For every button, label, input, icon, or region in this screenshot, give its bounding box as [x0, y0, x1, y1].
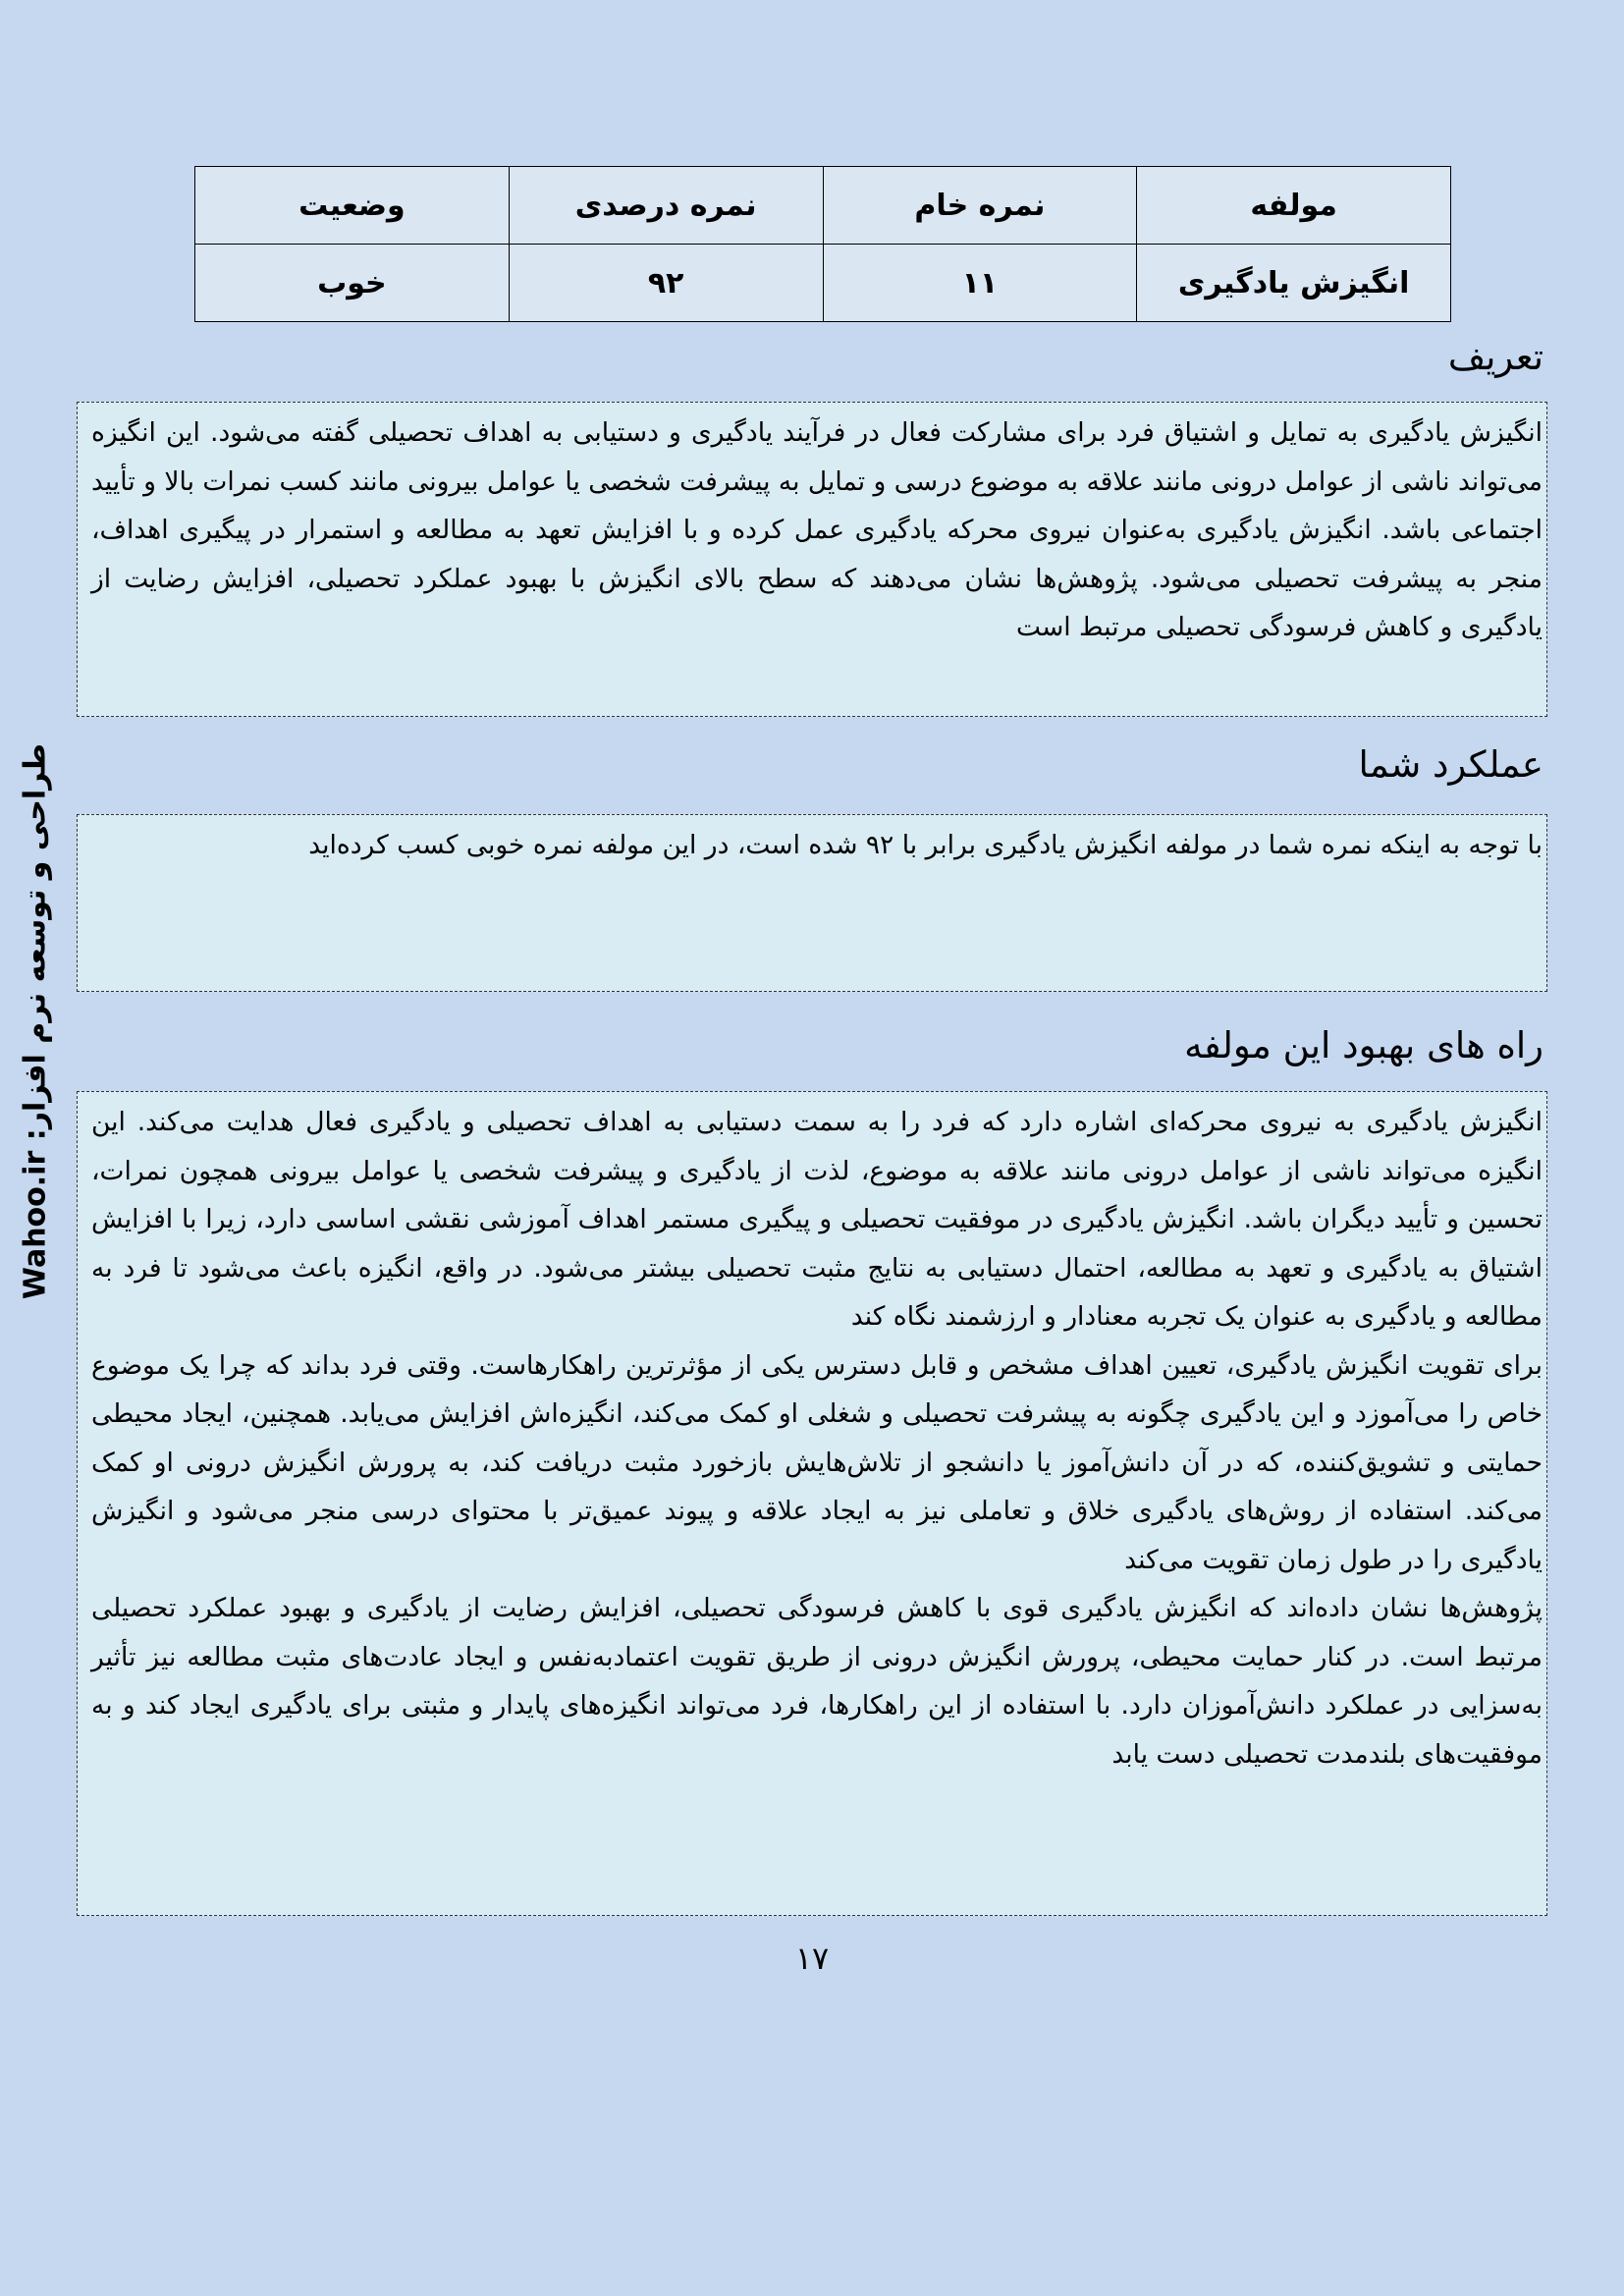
cell-raw-score: ۱۱	[823, 245, 1137, 322]
improvement-paragraph-3: پژوهش‌ها نشان داده‌اند که انگیزش یادگیری قوی با کاهش فرسودگی تحصیلی، افزایش رضایت از یادگیری و بهبود عملکرد تحصیلی مرتبط است. در کنار حمایت محیطی، پرورش انگیزش درونی از طریق تقویت اعتمادبه‌نفس و ایجاد عادت‌های مثبت مطالعه نیز تأثیر به‌سزایی در عملکرد دانش‌آموزان دارد. با استفاده از این راهکارها، فرد می‌تواند انگیزه‌های پایدار و مثبتی برای یادگیری ایجاد کند و به موفقیت‌های بلندمدت تحصیلی دست یابد	[91, 1593, 1543, 1770]
cell-status: خوب	[195, 245, 510, 322]
performance-text: با توجه به اینکه نمره شما در مولفه انگیزش یادگیری برابر با ۹۲ شده است، در این مولفه نمره خوبی کسب کرده‌اید	[308, 830, 1543, 860]
table-row	[195, 245, 1451, 322]
page-number: ۱۷	[794, 1940, 830, 1977]
cell-percent-score: ۹۲	[509, 245, 823, 322]
definition-text: انگیزش یادگیری به تمایل و اشتیاق فرد برای مشارکت فعال در فرآیند یادگیری و دستیابی به اهداف تحصیلی گفته می‌شود. این انگیزه می‌تواند ناشی از عوامل درونی مانند علاقه به موضوع درسی و تمایل به پیشرفت شخصی یا عوامل بیرونی مانند کسب نمرات بالا و تأیید اجتماعی باشد. انگیزش یادگیری به‌عنوان نیروی محرکه یادگیری عمل کرده و با افزایش تعهد به مطالعه و استمرار در پیگیری اهداف، منجر به پیشرفت تحصیلی می‌شود. پژوهش‌ها نشان می‌دهند که سطح بالای انگیزش با بهبود عملکرد تحصیلی، افزایش رضایت از یادگیری و کاهش فرسودگی تحصیلی مرتبط است	[91, 417, 1543, 642]
header-status: وضعیت	[195, 167, 510, 245]
improvement-box	[77, 1091, 1547, 1916]
header-raw-score: نمره خام	[823, 167, 1137, 245]
improvement-title: راه های بهبود این مولفه	[1184, 1024, 1543, 1066]
score-table	[194, 166, 1451, 322]
header-percent-score: نمره درصدی	[509, 167, 823, 245]
definition-box	[77, 402, 1547, 717]
header-component: مولفه	[1137, 167, 1451, 245]
definition-title: تعریف	[1447, 336, 1543, 378]
side-credit: طراحی و توسعه نرم افزار: Wahoo.ir	[18, 742, 53, 1300]
performance-title: عملکرد شما	[1358, 743, 1543, 786]
cell-component: انگیزش یادگیری	[1137, 245, 1451, 322]
table-header-row	[195, 167, 1451, 245]
improvement-paragraph-2: برای تقویت انگیزش یادگیری، تعیین اهداف مشخص و قابل دسترس یکی از مؤثرترین راهکارهاست. وقتی فرد بداند که چرا یک موضوع خاص را می‌آموزد و این یادگیری چگونه به پیشرفت تحصیلی و شغلی او کمک می‌کند، انگیزه‌اش افزایش می‌یابد. همچنین، ایجاد محیطی حمایتی و تشویق‌کننده، که در آن دانش‌آموز یا دانشجو از تلاش‌هایش بازخورد مثبت دریافت کند، به پرورش انگیزش درونی او کمک می‌کند. استفاده از روش‌های یادگیری خلاق و تعاملی نیز به ایجاد علاقه و پیوند عمیق‌تر با محتوای درسی منجر می‌شود و انگیزش یادگیری را در طول زمان تقویت می‌کند	[91, 1349, 1543, 1575]
improvement-paragraph-1: انگیزش یادگیری به نیروی محرکه‌ای اشاره دارد که فرد را به سمت دستیابی به اهداف تحصیلی و یادگیری فعال هدایت می‌کند. این انگیزه می‌تواند ناشی از عوامل درونی مانند علاقه به موضوع، لذت از یادگیری و پیشرفت شخصی یا عوامل بیرونی همچون نمرات، تحسین و تأیید دیگران باشد. انگیزش یادگیری در موفقیت تحصیلی و پیگیری مستمر اهداف آموزشی نقشی اساسی دارد، زیرا با افزایش اشتیاق به یادگیری و تعهد به مطالعه، احتمال دستیابی به نتایج مثبت تحصیلی بیشتر می‌شود. در واقع، انگیزه باعث می‌شود تا فرد به مطالعه و یادگیری به عنوان یک تجربه معنادار و ارزشمند نگاه کند	[91, 1107, 1543, 1332]
performance-box	[77, 814, 1547, 992]
